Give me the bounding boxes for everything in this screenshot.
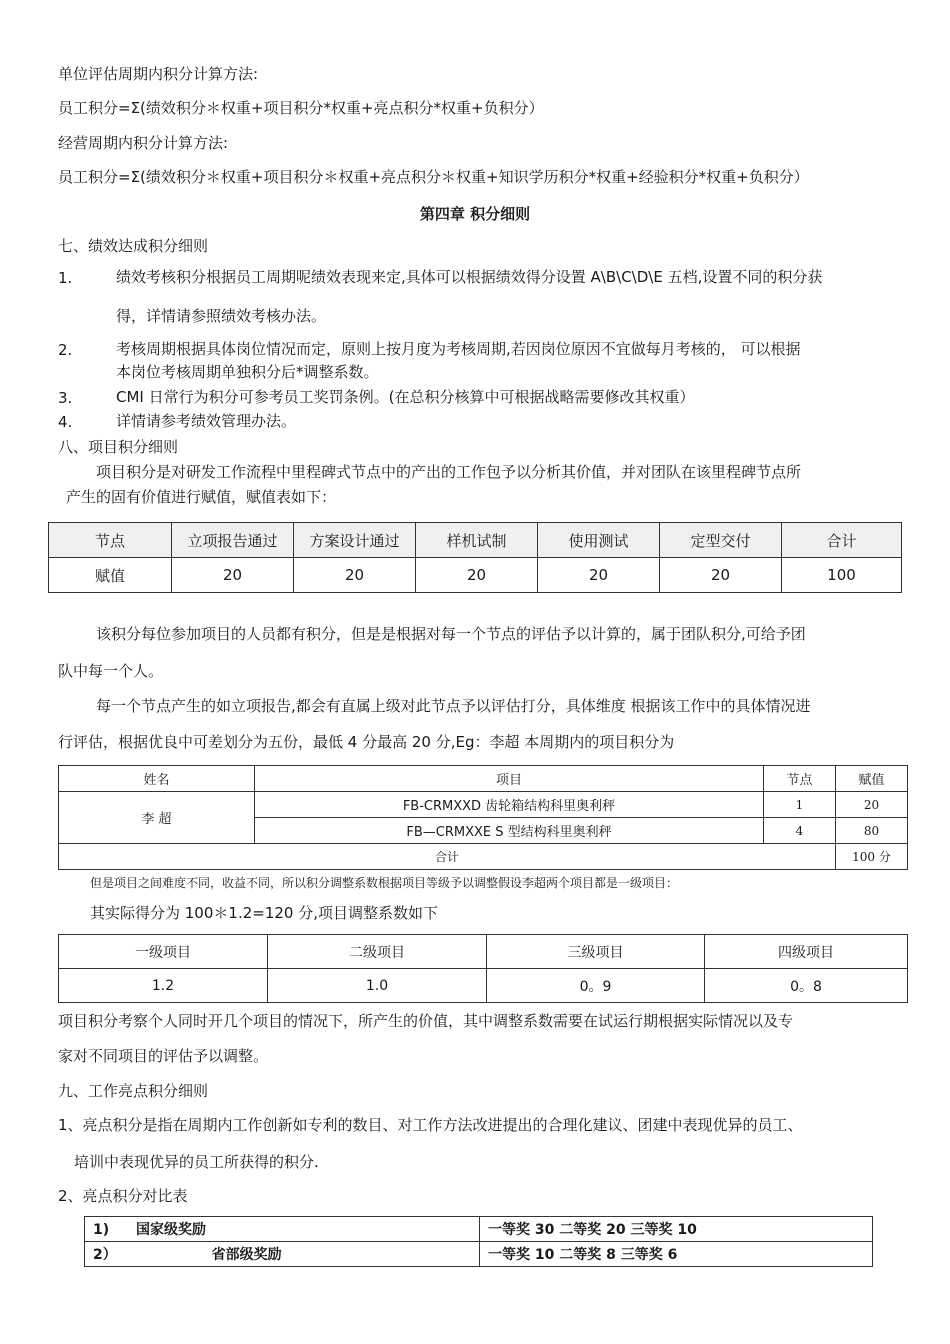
table-cell: 20 bbox=[416, 558, 538, 593]
note-line: 但是项目之间难度不同，收益不同，所以积分调整系数根据项目等级予以调整假设李超两个项目都是一级项目： bbox=[90, 876, 679, 890]
table-header-row bbox=[49, 523, 902, 558]
list-item-text: 详情请参考绩效管理办法。 bbox=[116, 412, 297, 430]
table-header-cell: 样机试制 bbox=[416, 523, 538, 558]
list-number: 1. bbox=[58, 269, 73, 287]
table-cell: 20 bbox=[294, 558, 416, 593]
table-cell: 1 bbox=[764, 792, 836, 818]
table-row bbox=[59, 792, 908, 818]
paragraph-line: 项目积分是对研发工作流程中里程碑式节点中的产出的工作包予以分析其价值，并对团队在该里程碑节点所 bbox=[96, 463, 802, 481]
list-item-text: 得，详情请参照绩效考核办法。 bbox=[116, 307, 327, 325]
table-header-cell: 合计 bbox=[782, 523, 902, 558]
text-line: 经营周期内积分计算方法: bbox=[58, 134, 229, 152]
table-cell: 20 bbox=[836, 792, 908, 818]
paragraph-line: 项目积分考察个人同时开几个项目的情况下，所产生的价值，其中调整系数需要在试运行期根据实际情况以及专 bbox=[58, 1012, 794, 1030]
table-header-cell: 三级项目 bbox=[487, 935, 705, 969]
table-cell: 80 bbox=[836, 818, 908, 844]
table-cell: 4 bbox=[764, 818, 836, 844]
list-number: 2. bbox=[58, 341, 73, 359]
chapter-title: 第四章 积分细则 bbox=[419, 205, 531, 223]
award-comparison-table bbox=[84, 1216, 873, 1267]
paragraph-line: 行评估，根据优良中可差划分为五份，最低 4 分最高 20 分,Eg：李超 本周期内的项目积分为 bbox=[58, 733, 675, 751]
table-header-cell: 使用测试 bbox=[538, 523, 660, 558]
table-cell: 一等奖 10 二等奖 8 三等奖 6 bbox=[480, 1242, 873, 1267]
project-score-table bbox=[58, 765, 908, 870]
list-number: 3. bbox=[58, 389, 73, 407]
table-row bbox=[49, 558, 902, 593]
list-item-text: CMI 日常行为积分可参考员工奖罚条例。(在总积分核算中可根据战略需要修改其权重） bbox=[116, 388, 695, 406]
section-heading: 七、绩效达成积分细则 bbox=[58, 237, 209, 255]
list-number: 4. bbox=[58, 413, 73, 431]
award-level-label: 省部级奖励 bbox=[211, 1247, 282, 1263]
table-header-row bbox=[59, 766, 908, 792]
paragraph-line: 其实际得分为 100＊1.2=120 分,项目调整系数如下 bbox=[90, 904, 438, 922]
table-cell: 100 bbox=[782, 558, 902, 593]
total-label-cell: 合计 bbox=[59, 844, 836, 870]
table-row bbox=[59, 969, 908, 1003]
list-item-text: 本岗位考核周期单独积分后*调整系数。 bbox=[116, 363, 379, 381]
paragraph-line: 队中每一个人。 bbox=[58, 662, 164, 680]
table-header-cell: 方案设计通过 bbox=[294, 523, 416, 558]
table-cell: FB—CRMXXE S 型结构科里奥利秤 bbox=[255, 818, 764, 844]
table-cell bbox=[85, 1217, 480, 1242]
table-header-cell: 赋值 bbox=[836, 766, 908, 792]
table-header-row bbox=[59, 935, 908, 969]
paragraph-line: 2、亮点积分对比表 bbox=[58, 1187, 188, 1205]
table-header-cell: 立项报告通过 bbox=[172, 523, 294, 558]
table-total-row bbox=[59, 844, 908, 870]
table-cell: 20 bbox=[538, 558, 660, 593]
paragraph-line: 1、亮点积分是指在周期内工作创新如专利的数目、对工作方法改进提出的合理化建议、团建中表现优异的员工、 bbox=[58, 1116, 803, 1134]
table-header-cell: 项目 bbox=[255, 766, 764, 792]
total-value-cell: 100 分 bbox=[836, 844, 908, 870]
table-cell: 1.2 bbox=[59, 969, 268, 1003]
table-cell: 20 bbox=[660, 558, 782, 593]
paragraph-line: 产生的固有价值进行赋值，赋值表如下： bbox=[66, 488, 337, 506]
paragraph-line: 每一个节点产生的如立项报告,都会有直属上级对此节点予以评估打分，具体维度 根据该工作中的具体情况进 bbox=[96, 697, 811, 715]
table-cell: 0。8 bbox=[705, 969, 908, 1003]
award-level-label: 国家级奖励 bbox=[136, 1222, 207, 1238]
row-index: 2） bbox=[93, 1247, 117, 1263]
table-header-cell: 定型交付 bbox=[660, 523, 782, 558]
table-cell: FB-CRMXXD 齿轮箱结构科里奥利秤 bbox=[255, 792, 764, 818]
table-header-cell: 姓名 bbox=[59, 766, 255, 792]
table-cell: 0。9 bbox=[487, 969, 705, 1003]
table-header-cell: 节点 bbox=[49, 523, 172, 558]
table-header-cell: 四级项目 bbox=[705, 935, 908, 969]
table-cell: 赋值 bbox=[49, 558, 172, 593]
table-row bbox=[85, 1242, 873, 1267]
section-heading: 八、项目积分细则 bbox=[58, 438, 179, 456]
paragraph-line: 该积分每位参加项目的人员都有积分，但是是根据对每一个节点的评估予以计算的，属于团队积分,可给予团 bbox=[96, 625, 806, 643]
table-cell: 1.0 bbox=[268, 969, 487, 1003]
table-header-cell: 节点 bbox=[764, 766, 836, 792]
node-value-table bbox=[48, 522, 902, 593]
text-line: 单位评估周期内积分计算方法: bbox=[58, 65, 259, 83]
row-index: 1) bbox=[93, 1222, 110, 1238]
paragraph-line: 家对不同项目的评估予以调整。 bbox=[58, 1047, 269, 1065]
table-row bbox=[85, 1217, 873, 1242]
table-header-cell: 二级项目 bbox=[268, 935, 487, 969]
table-header-cell: 一级项目 bbox=[59, 935, 268, 969]
employee-name-cell: 李 超 bbox=[59, 792, 255, 844]
text-line: 员工积分=Σ(绩效积分＊权重+项目积分*权重+亮点积分*权重+负积分） bbox=[58, 99, 544, 117]
section-heading: 九、工作亮点积分细则 bbox=[58, 1082, 209, 1100]
paragraph-line: 培训中表现优异的员工所获得的积分. bbox=[74, 1153, 319, 1171]
table-cell: 20 bbox=[172, 558, 294, 593]
list-item-text: 绩效考核积分根据员工周期呢绩效表现来定,具体可以根据绩效得分设置 A\B\C\D\E 五档,设置不同的积分获 bbox=[116, 268, 823, 286]
adjustment-coefficient-table bbox=[58, 934, 908, 1003]
table-cell: 一等奖 30 二等奖 20 三等奖 10 bbox=[480, 1217, 873, 1242]
text-line: 员工积分=Σ(绩效积分＊权重+项目积分＊权重+亮点积分＊权重+知识学历积分*权重+经验积分*权重+负积分） bbox=[58, 168, 809, 186]
list-item-text: 考核周期根据具体岗位情况而定，原则上按月度为考核周期,若因岗位原因不宜做每月考核的， 可以根据 bbox=[116, 340, 801, 358]
table-cell bbox=[85, 1242, 480, 1267]
